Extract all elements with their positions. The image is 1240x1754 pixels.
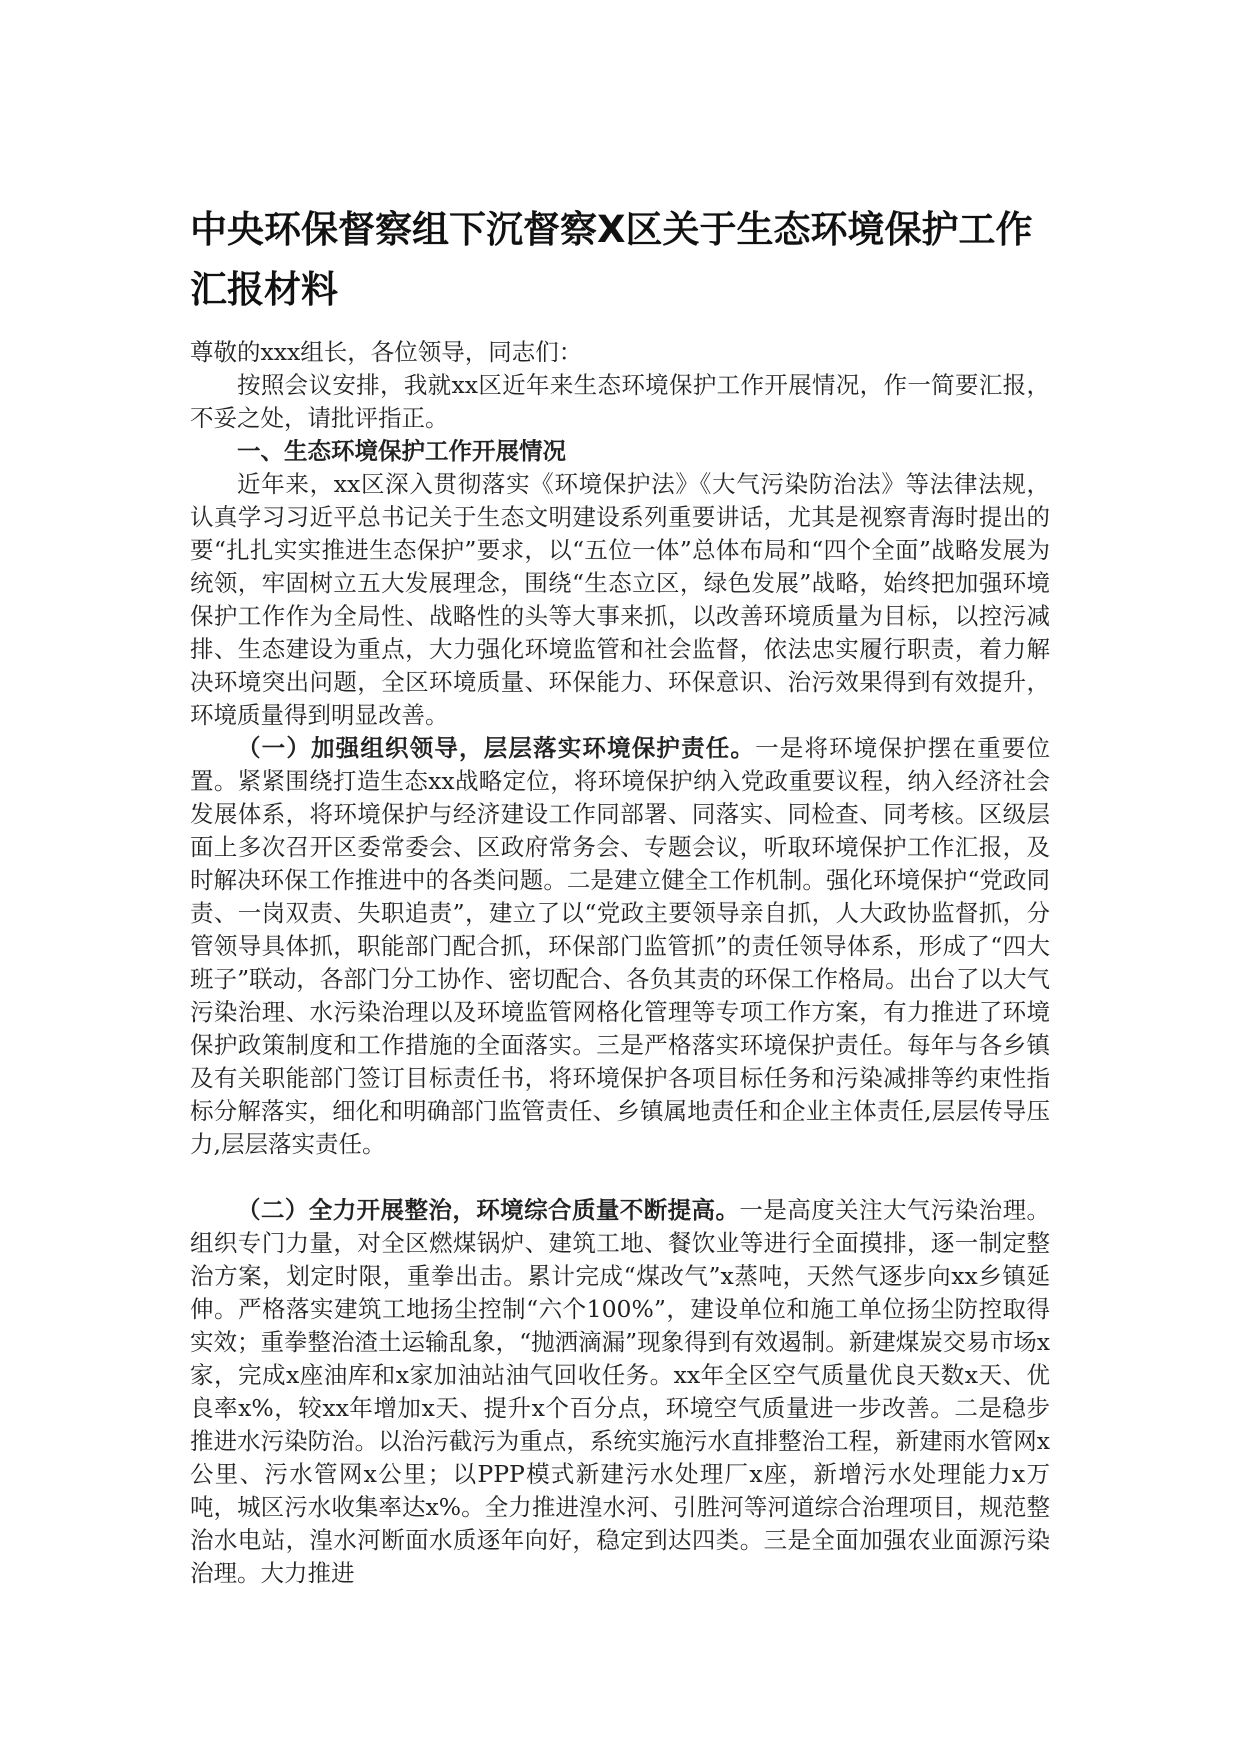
subsection-1-body: 一是将环境保护摆在重要位置。紧紧围绕打造生态xx战略定位，将环境保护纳入党政重要议程，纳入经济社会发展体系，将环境保护与经济建设工作同部署、同落实、同检查、同考核。区级层面上多次召开区委常委会、区政府常务会、专题会议，听取环境保护工作汇报，及时解决环保工作推进中的各类问题。二是建立健全工作机制。强化环境保护“党政同责、一岗双责、失职追责”，建立了以“党政主要领导亲自抓，人大政协监督抓，分管领导具体抓，职能部门配合抓，环保部门监管抓”的责任领导体系，形成了“四大班子”联动，各部门分工协作、密切配合、各负其责的环保工作格局。出台了以大气污染治理、水污染治理以及环境监管网格化管理等专项工作方案，有力推进了环境保护政策制度和工作措施的全面落实。三是严格落实环境保护责任。每年与各乡镇及有关职能部门签订目标责任书，将环境保护各项目标任务和污染减排等约束性指标分解落实，细化和明确部门监管责任、乡镇属地责任和企业主体责任,层层传导压力,层层落实责任。 — [190, 734, 1050, 1158]
section-1-paragraph: 近年来，xx区深入贯彻落实《环境保护法》《大气污染防治法》等法律法规，认真学习习近平总书记关于生态文明建设系列重要讲话，尤其是视察青海时提出的要“扎扎实实推进生态保护”要求，以“五位一体”总体布局和“四个全面”战略发展为统领，牢固树立五大发展理念，围绕“生态立区，绿色发展”战略，始终把加强环境保护工作作为全局性、战略性的头等大事来抓，以改善环境质量为目标，以控污减排、生态建设为重点，大力强化环境监管和社会监督，依法忠实履行职责，着力解决环境突出问题，全区环境质量、环保能力、环保意识、治污效果得到有效提升，环境质量得到明显改善。 — [190, 470, 1050, 729]
document-title: 中央环保督察组下沉督察X区关于生态环境保护工作汇报材料 — [190, 208, 1033, 311]
subsection-2-paragraph — [190, 1194, 1050, 1590]
document-body — [190, 200, 1050, 1590]
subsection-1-lead: （一）加强组织领导，层层落实环境保护责任。 — [237, 734, 756, 762]
subsection-2-lead: （二）全力开展整治，环境综合质量不断提高。 — [237, 1196, 740, 1224]
salutation: 尊敬的xxx组长，各位领导，同志们： — [190, 338, 583, 366]
intro-paragraph: 按照会议安排，我就xx区近年来生态环境保护工作开展情况，作一简要汇报，不妥之处，请批评指正。 — [190, 371, 1050, 432]
subsection-1-paragraph — [190, 732, 1050, 1161]
section-heading-1: 一、生态环境保护工作开展情况 — [237, 437, 566, 465]
subsection-2-body: 一是高度关注大气污染治理。组织专门力量，对全区燃煤锅炉、建筑工地、餐饮业等进行全面摸排，逐一制定整治方案，划定时限，重拳出击。累计完成“煤改气”x蒸吨，天然气逐步向xx乡镇延伸。严格落实建筑工地扬尘控制“六个100%”，建设单位和施工单位扬尘防控取得实效；重拳整治渣土运输乱象，“抛洒滴漏”现象得到有效遏制。新建煤炭交易市场x家，完成x座油库和x家加油站油气回收任务。xx年全区空气质量优良天数x天、优良率x%，较xx年增加x天、提升x个百分点，环境空气质量进一步改善。二是稳步推进水污染防治。以治污截污为重点，系统实施污水直排整治工程，新建雨水管网x公里、污水管网x公里；以PPP模式新建污水处理厂x座，新增污水处理能力x万吨，城区污水收集率达x%。全力推进湟水河、引胜河等河道综合治理项目，规范整治水电站，湟水河断面水质逐年向好，稳定到达四类。三是全面加强农业面源污染治理。大力推进 — [190, 1196, 1051, 1587]
